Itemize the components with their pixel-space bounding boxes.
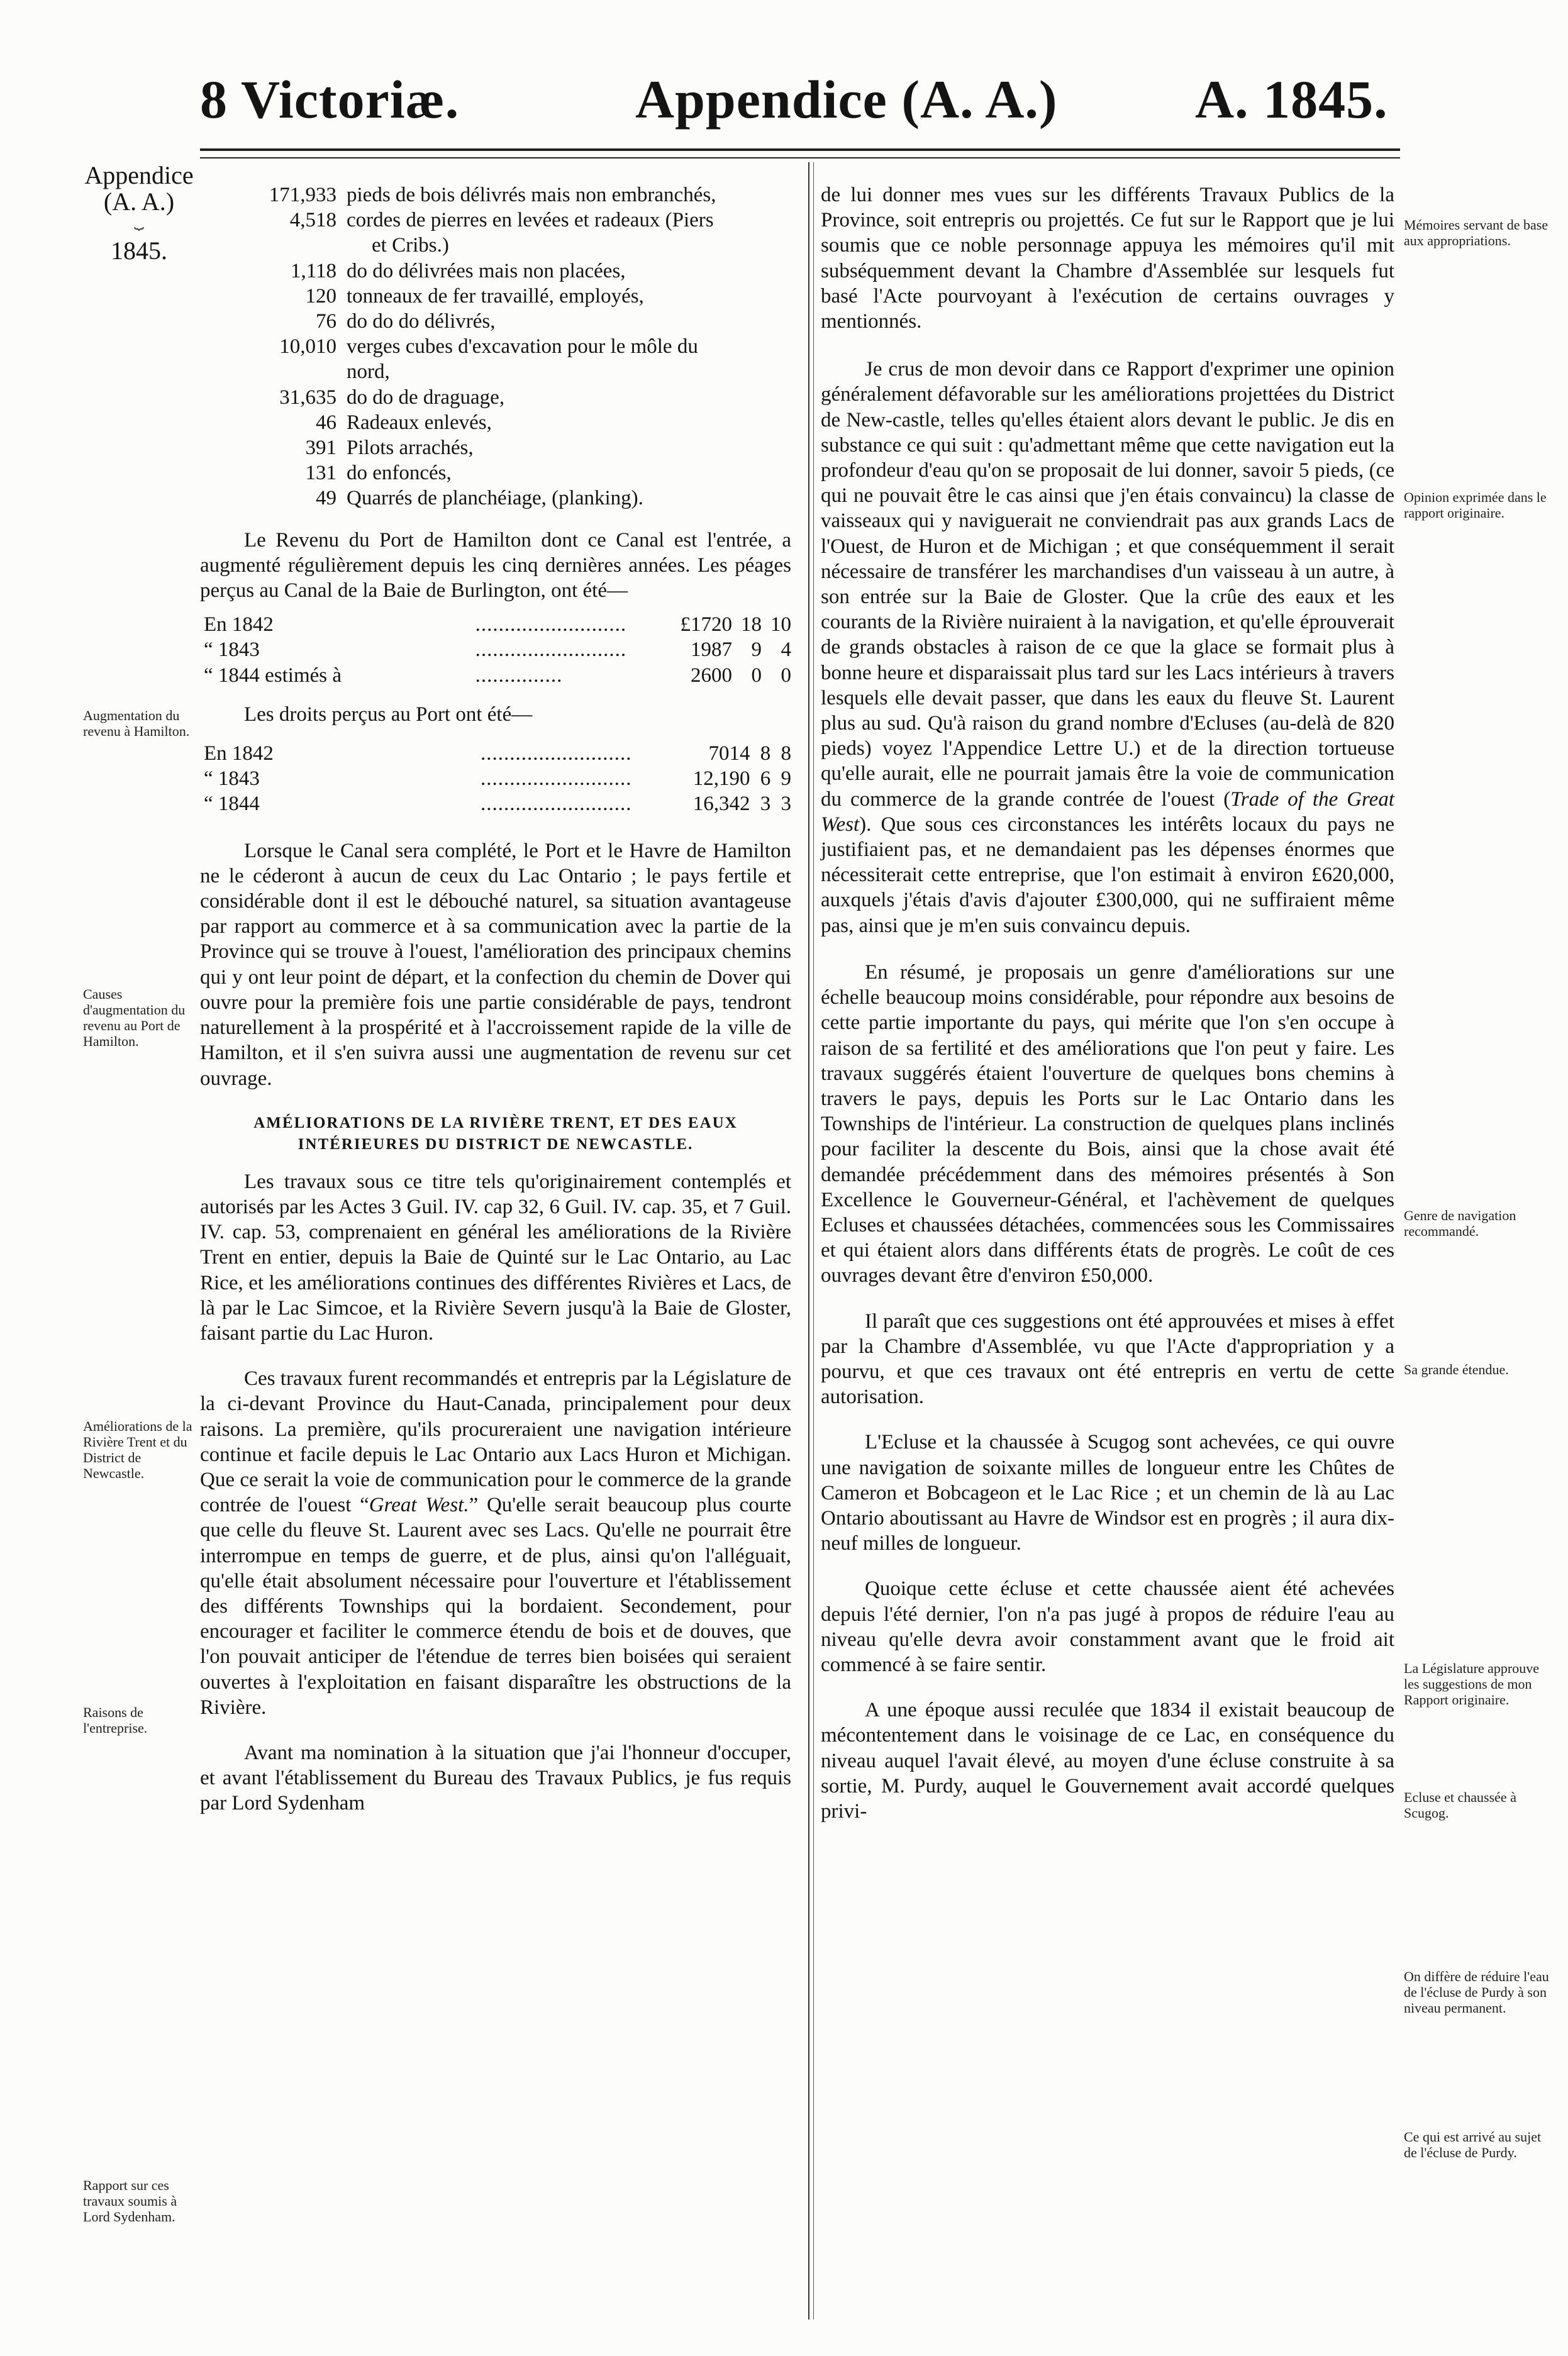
column-divider bbox=[808, 162, 809, 2320]
pence-cell: 10 bbox=[770, 613, 791, 636]
running-header-left: 8 Victoriæ. bbox=[200, 69, 460, 130]
margin-note: Opinion exprimée dans le rapport originaire. bbox=[1404, 489, 1547, 521]
table-cell-text: verges cubes d'excavation pour le môle du bbox=[347, 335, 698, 358]
table-row bbox=[208, 359, 721, 384]
table-row bbox=[200, 741, 791, 766]
paragraph-ces-travaux bbox=[200, 1366, 791, 1720]
shillings-cell: 0 bbox=[751, 664, 762, 687]
pounds-cell: 12,190 bbox=[692, 767, 750, 791]
table-cell-text: Quarrés de planchéiage, (planking). bbox=[347, 487, 643, 510]
paragraph-lorsque: Lorsque le Canal sera complété, le Port et le Havre de Hamilton ne le céderont à aucun de ceux du Lac Ontario ; le pays fertile et considérable dont il est le débouché naturel, sa situation avantageuse par rapport au commerce et à sa communication avec la partie de la Province qui se trouve à l'ouest, l'amélioration des principaux chemins qui y ont leur point de départ, et la confection du chemin de Dover qui ouvre pour la première fois une partie considérable de pays, tendront naturellement à la prospérité et à l'accroissement rapide de la ville de Hamilton, et il s'en suivra aussi une augmentation de revenu sur cet ouvrage. bbox=[200, 839, 791, 1090]
pounds-cell: 7014 bbox=[708, 742, 750, 765]
appendix-mark bbox=[83, 162, 195, 264]
leader-dots: ............... bbox=[475, 664, 563, 687]
tolls-table bbox=[200, 612, 791, 688]
table-cell-number bbox=[208, 359, 347, 384]
table-row bbox=[208, 385, 721, 410]
table-row bbox=[208, 410, 721, 435]
pounds-cell: 1987 bbox=[691, 638, 732, 662]
margin-note: Mémoires servant de base aux appropriations. bbox=[1404, 217, 1549, 248]
paragraph-epoque: A une époque aussi reculée que 1834 il existait beaucoup de mécontentement dans le voisinage de ce Lac, en conséquence du niveau auquel l'avait élevé, au moyen d'une écluse construite à sa sortie, M. Purdy, auquel le Gouvernement avait accordé quelques privi- bbox=[821, 1699, 1394, 1823]
pence-cell: 8 bbox=[781, 742, 791, 765]
margin-note: La Législature approuve les suggestions de mon Rapport originaire. bbox=[1404, 1660, 1540, 1708]
year-cell: “ 1844 estimés à bbox=[204, 664, 342, 687]
column-divider-thin bbox=[813, 162, 814, 2320]
appendix-mark-year: 1845. bbox=[111, 236, 167, 265]
margin-note: Rapport sur ces travaux soumis à Lord Sydenham. bbox=[83, 2177, 177, 2225]
pounds-cell: 16,342 bbox=[692, 792, 750, 816]
paragraph-resume: En résumé, je proposais un genre d'améliorations sur une échelle beaucoup moins considérable, pour répondre aux besoins de cette partie importante du pays, qui mérite que l'on s'en occupe à raison de sa fertilité et des améliorations que l'on peut y faire. Les travaux suggérés étaient l'ouverture de quelques bons chemins à travers le pays, depuis les Ports sur le Lac Ontario dans les Townships de l'intérieur. La construction de quelques plans inclinés pour faciliter la descente du Bois, ainsi que la chose avait été demandée précédemment dans des mémoires présentés à Son Excellence le Gouverneur-Général, et l'achèvement de quelques Ecluses et chaussées détachées, commencées sous les Commissaires et qui étaient alors dans différents états de progrès. Le coût de ces ouvrages devant être d'environ £50,000. bbox=[821, 960, 1394, 1287]
paragraph-text: ). Que sous ces circonstances les intérêts locaux du pays ne justifiaient pas, et ne demandaient pas les dépenses énormes que nécessiterait cette entreprise, que l'on estimait à environ £620,000, auxquels j'étais d'avis d'ajouter £300,000, qui ne suffiraient même pas, ainsi que je m'en suis convaincu depuis. bbox=[821, 813, 1394, 937]
table-cell-number: 10,010 bbox=[279, 335, 336, 358]
table-cell-text: tonneaux de fer travaillé, employés, bbox=[347, 284, 644, 308]
paragraph-continuation: de lui donner mes vues sur les différents Travaux Publics de la Province, soit entrepris ou projettés. Ce fut sur le Rapport que je lui soumis que ce noble personnage appuya les mémoires qu'il mit subséquemment devant la Chambre d'Assemblée sur lesquels fut basé l'Acte pourvoyant à l'exécution de certains ouvrages y mentionnés. bbox=[821, 184, 1394, 333]
year-cell: En 1842 bbox=[204, 613, 274, 636]
table-row bbox=[208, 233, 721, 258]
running-header-center: Appendice (A. A.) bbox=[635, 69, 1058, 130]
shillings-cell: 3 bbox=[760, 792, 771, 816]
paragraph-quoique: Quoique cette écluse et cette chaussée aient été achevées depuis l'été dernier, l'on n'a pas jugé à propos de réduire l'eau au niveau qu'elle devra avoir constamment avant que le froid ait commencé à se faire sentir. bbox=[821, 1577, 1394, 1676]
paragraph-text: ” Qu'elle serait beaucoup plus courte que celle du fleuve St. Laurent avec ses Lacs. Qu'elle ne pourrait être interrompue en temps de guerre, et de plus, ainsi qu'on l'alléguait, qu'elle était absolument nécessaire pour l'ouverture et l'établissement des différents Townships qui la bordaient. Secondement, pour encourager et faciliter le commerce étendu de bois et de douves, que l'on pouvait anticiper de l'étendue de terres bien boisées qui seraient ouvertes à l'exploitation en faisant disparaître les obstructions de la Rivière. bbox=[200, 1494, 792, 1719]
table-cell-text: pieds de bois délivrés mais non embranchés, bbox=[347, 184, 716, 206]
paragraph-revenu: Le Revenu du Port de Hamilton dont ce Canal est l'entrée, a augmenté régulièrement depuis les cinq dernières années. Les péages perçus au Canal de la Baie de Burlington, ont été— bbox=[200, 528, 791, 603]
paragraph-text: Ces travaux furent recommandés et entrepris par la Législature de la ci-devant Province du Haut-Canada, principalement pour deux raisons. La première, qu'ils procureraient une navigation intérieure continue et facile depuis le Lac Ontario aux Lacs Huron et Michigan. Que ce serait la voie de communication pour le commerce de la grande contrée de l'ouest “ bbox=[200, 1367, 791, 1517]
margin-note: Raisons de l'entreprise. bbox=[83, 1704, 148, 1736]
duties-table bbox=[200, 741, 791, 817]
table-cell-text: do enfoncés, bbox=[347, 462, 452, 485]
table-row bbox=[200, 766, 791, 791]
table-cell-text: do do délivrées mais non placées, bbox=[347, 259, 626, 282]
year-cell: “ 1843 bbox=[204, 638, 260, 662]
materials-table bbox=[208, 182, 721, 511]
italic-term: Great West. bbox=[369, 1494, 469, 1517]
appendix-mark-code: (A. A.) bbox=[103, 187, 175, 216]
table-cell-text: nord, bbox=[347, 360, 390, 384]
margin-note: Causes d'augmentation du revenu au Port de Hamilton. bbox=[83, 986, 186, 1049]
table-cell-number: 131 bbox=[305, 462, 336, 485]
paragraph-avant: Avant ma nomination à la situation que j'ai l'honneur d'occuper, et avant l'établissement du Bureau des Travaux Publics, je fus requis par Lord Sydenham bbox=[200, 1741, 791, 1815]
paragraph-ecluse: L'Ecluse et la chaussée à Scugog sont achevées, ce qui ouvre une navigation de soixante milles de longueur entre les Chûtes de Cameron et Bobcageon et le Lac Rice ; et un chemin de là au Lac Ontario aboutissant au Havre de Windsor est en progrès ; il aura dix-neuf milles de longueur. bbox=[821, 1431, 1394, 1555]
table-cell-number: 46 bbox=[316, 411, 336, 434]
table-cell-number: 4,518 bbox=[289, 209, 336, 232]
leader-dots: .......................... bbox=[475, 638, 627, 662]
year-cell: “ 1844 bbox=[204, 792, 260, 816]
table-row bbox=[200, 791, 791, 816]
table-cell-number: 171,933 bbox=[269, 184, 336, 206]
pounds-cell: 2600 bbox=[691, 664, 732, 687]
table-cell-number bbox=[208, 233, 347, 258]
year-cell: En 1842 bbox=[204, 742, 274, 765]
header-rule bbox=[200, 148, 1400, 151]
paragraph-parait: Il paraît que ces suggestions ont été approuvées et mises à effet par la Chambre d'Assemblée, vu que l'Acte d'appropriation y a pourvu, et que ces travaux ont été entrepris en vertu de cette autorisation. bbox=[821, 1309, 1394, 1409]
section-heading-line2: INTÉRIEURES DU DISTRICT DE NEWCASTLE. bbox=[297, 1135, 694, 1153]
section-heading-line1: AMÉLIORATIONS DE LA RIVIÈRE TRENT, ET DES EAUX bbox=[253, 1114, 738, 1131]
table-row bbox=[208, 334, 721, 359]
pence-cell: 9 bbox=[781, 767, 791, 791]
margin-note: Augmentation du revenu à Hamilton. bbox=[83, 708, 190, 739]
margin-note: Sa grande étendue. bbox=[1404, 1362, 1509, 1377]
margin-note: On diffère de réduire l'eau de l'écluse de Purdy à son niveau permanent. bbox=[1404, 1969, 1549, 2016]
table-cell-text: cordes de pierres en levées et radeaux (Piers bbox=[347, 209, 714, 232]
table-row bbox=[200, 612, 791, 637]
table-row bbox=[208, 258, 721, 284]
table-cell-text: Pilots arrachés, bbox=[347, 436, 474, 460]
table-cell-text: Radeaux enlevés, bbox=[347, 411, 492, 434]
margin-note: Ecluse et chaussée à Scugog. bbox=[1404, 1789, 1516, 1821]
table-cell-text: do do do délivrés, bbox=[347, 310, 496, 333]
table-row bbox=[208, 208, 721, 233]
shillings-cell: 18 bbox=[741, 613, 762, 636]
table-row bbox=[208, 309, 721, 334]
shillings-cell: 8 bbox=[760, 742, 771, 765]
leader-dots: .......................... bbox=[481, 767, 632, 791]
margin-note: Genre de navigation recommandé. bbox=[1404, 1208, 1516, 1239]
margin-note: Améliorations de la Rivière Trent et du District de Newcastle. bbox=[83, 1418, 192, 1481]
left-column bbox=[200, 182, 791, 1816]
appendix-mark-label: Appendice bbox=[84, 161, 194, 189]
table-row bbox=[200, 663, 791, 688]
paragraph-travaux: Les travaux sous ce titre tels qu'originairement contemplés et autorisés par les Actes 3 Guil. IV. cap 32, 6 Guil. IV. cap. 35, et 7 Guil. IV. cap. 53, comprenaient en général les améliorations de la Rivière Trent en entier, depuis la Baie de Quinté sur le Lac Ontario, au Lac Rice, et les améliorations continues des différentes Rivières et Lacs, de là par le Lac Simcoe, et la Rivière Severn jusqu'à la Baie de Gloster, faisant partie du Lac Huron. bbox=[200, 1170, 791, 1345]
running-header-right: A. 1845. bbox=[1195, 69, 1388, 130]
leader-dots: .......................... bbox=[481, 742, 632, 765]
paragraph-text: Je crus de mon devoir dans ce Rapport d'exprimer une opinion généralement défavorable sur les améliorations projettées du District de New-castle, telles qu'elles étaient alors devant le public. Je dis en substance ce qui suit : qu'admettant même que cette navigation eut la profondeur d'eau qu'on se proposait de lui donner, savoir 5 pieds, (ce qui ne pouvait être le cas ainsi que j'en étais convaincu) la classe de vaisseaux qui y naviguerait ne conviendrait pas aux grands Lacs de l'Ouest, de Huron et de Michigan ; et que conséquemment il serait nécessaire de transférer les marchandises d'un vaisseau à un autre, à son entrée sur la Baie de Gloster. Que la crûe des eaux et les courants de la Rivière nuiraient à la navigation, et qu'elle éprouverait de grands obstacles à raison de ce que la glace se formait plus à bonne heure et disparaissait plus tard sur les Lacs intérieurs à travers lesquels elle devait passer, que dans les eaux du fleuve St. Laurent plus au sud. Qu'à raison du grand nombre d'Ecluses (au-delà de 820 pieds) voyez l'Appendice Lettre U.) et de la direction tortueuse qu'elle aurait, elle ne pourrait jamais être la voie de communication du commerce de la grande contrée de l'ouest ( bbox=[821, 358, 1394, 811]
paragraph-droits: Les droits perçus au Port ont été— bbox=[244, 703, 533, 726]
pence-cell: 3 bbox=[781, 792, 791, 816]
shillings-cell: 6 bbox=[760, 767, 771, 791]
table-cell-number: 76 bbox=[316, 310, 336, 333]
paragraph-opinion bbox=[821, 357, 1394, 938]
table-row bbox=[208, 182, 721, 208]
table-cell-number: 120 bbox=[305, 284, 336, 308]
table-cell-number: 391 bbox=[305, 436, 336, 460]
pence-cell: 4 bbox=[781, 638, 791, 662]
table-cell-number: 31,635 bbox=[279, 386, 336, 409]
table-row bbox=[208, 460, 721, 486]
shillings-cell: 9 bbox=[751, 638, 762, 662]
table-cell-text: do do de draguage, bbox=[347, 386, 505, 409]
table-cell-text: et Cribs.) bbox=[372, 234, 449, 257]
right-column bbox=[821, 182, 1394, 1824]
table-row bbox=[208, 486, 721, 511]
brace-icon: ⏟ bbox=[134, 211, 144, 230]
pounds-cell: £1720 bbox=[680, 613, 732, 636]
table-cell-number: 1,118 bbox=[290, 259, 336, 282]
year-cell: “ 1843 bbox=[204, 767, 260, 791]
italic-term: Trade of the Great West bbox=[821, 787, 1394, 836]
table-row bbox=[208, 284, 721, 309]
leader-dots: .......................... bbox=[475, 613, 627, 636]
leader-dots: .......................... bbox=[481, 792, 632, 816]
header-rule-thin bbox=[200, 157, 1400, 158]
pence-cell: 0 bbox=[781, 664, 791, 687]
margin-note: Ce qui est arrivé au sujet de l'écluse de Purdy. bbox=[1404, 2129, 1542, 2160]
table-row bbox=[200, 637, 791, 662]
table-cell-number: 49 bbox=[316, 487, 336, 510]
table-row bbox=[208, 435, 721, 460]
